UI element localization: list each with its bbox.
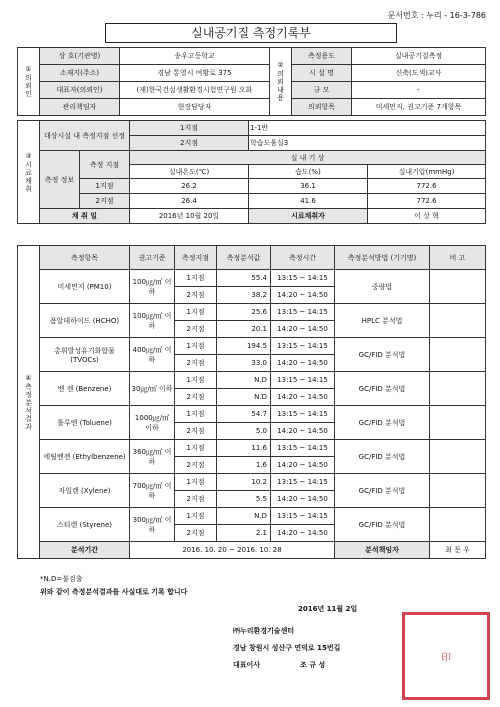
client-name-label: 상 호(기관명) xyxy=(40,48,120,65)
section-request: ②의뢰내용 xyxy=(270,48,292,116)
item-method: HPLC 분석법 xyxy=(335,304,430,338)
item-remark xyxy=(430,372,486,406)
analyst-label: 분석책임자 xyxy=(335,542,430,559)
item-value: 25.6 xyxy=(217,304,271,321)
table-row xyxy=(18,474,486,491)
org-name: ㈜누리환경기술센터 xyxy=(233,627,295,635)
statement: 위와 같이 측정분석결과를 사실대로 기록 합니다 xyxy=(40,588,188,596)
item-name: 벤 젠 (Benzene) xyxy=(40,372,130,406)
item-point: 1지점 xyxy=(175,338,217,355)
item-time: 13:15 ~ 14:15 xyxy=(271,508,335,525)
sampling-table xyxy=(17,120,486,224)
scale-label: 규 모 xyxy=(292,82,352,99)
item-time: 13:15 ~ 14:15 xyxy=(271,406,335,423)
env-row-humidity: 36.1 xyxy=(249,179,368,194)
item-time: 13:15 ~ 14:15 xyxy=(271,270,335,287)
env-row-temp: 26.4 xyxy=(130,194,249,209)
point1: 1-1반 xyxy=(249,121,486,136)
analysis-period: 2016. 10. 20 ~ 2016. 10. 28 xyxy=(130,542,335,559)
item-limit: 30㎍/㎥ 이하 xyxy=(130,372,175,406)
site-selection-label: 대상시설 내 측정지점 선정 xyxy=(40,121,130,151)
item-name: 폼알데하이드 (HCHO) xyxy=(40,304,130,338)
item-value: 194.5 xyxy=(217,338,271,355)
table-row xyxy=(18,270,486,287)
time-header: 측정시간 xyxy=(271,246,335,270)
pressure-label: 실내기압(mmHg) xyxy=(368,165,486,179)
item-value: 10.2 xyxy=(217,474,271,491)
remark-header: 비 고 xyxy=(430,246,486,270)
env-row-humidity: 41.6 xyxy=(249,194,368,209)
client-rep: (재)한국건설생활환경시험연구원 오화 xyxy=(120,82,270,99)
indoor-condition-label: 실 내 기 상 xyxy=(130,151,486,165)
company-seal: 印 xyxy=(402,612,490,700)
item-time: 14:20 ~ 14:50 xyxy=(271,525,335,542)
purpose-label: 측정용도 xyxy=(292,48,352,65)
item-time: 14:20 ~ 14:50 xyxy=(271,321,335,338)
point2-label: 2지점 xyxy=(130,136,249,151)
point1-label: 1지점 xyxy=(130,121,249,136)
item-time: 13:15 ~ 14:15 xyxy=(271,304,335,321)
item-name: 총휘발성유기화합물 (TVOCs) xyxy=(40,338,130,372)
item-limit: 100㎍/㎥ 이하 xyxy=(130,270,175,304)
sampling-date: 2016년 10월 20일 xyxy=(130,209,249,224)
env-row-temp: 26.2 xyxy=(130,179,249,194)
env-label: 측정 정보 xyxy=(40,151,80,209)
item-remark xyxy=(430,270,486,304)
item-point: 1지점 xyxy=(175,304,217,321)
item-value: 5.5 xyxy=(217,491,271,508)
item-value: 55.4 xyxy=(217,270,271,287)
item-limit: 400㎍/㎥ 이하 xyxy=(130,338,175,372)
client-addr: 경남 통영시 여황로 375 xyxy=(120,65,270,82)
nd-note: *N.D=불검출 xyxy=(40,575,83,583)
item-point: 2지점 xyxy=(175,321,217,338)
item-remark xyxy=(430,508,486,542)
item-value: N.D xyxy=(217,372,271,389)
items-label: 의뢰항목 xyxy=(292,99,352,116)
point2: 학습도움실3 xyxy=(249,136,486,151)
item-time: 14:20 ~ 14:50 xyxy=(271,389,335,406)
client-mgr-label: 관리책임자 xyxy=(40,99,120,116)
item-name: 미세먼지 (PM10) xyxy=(40,270,130,304)
item-point: 2지점 xyxy=(175,287,217,304)
client-mgr: 현장담당자 xyxy=(120,99,270,116)
method-header: 측정분석방법 (기기명) xyxy=(335,246,430,270)
item-point: 2지점 xyxy=(175,525,217,542)
item-limit: 100㎍/㎥ 이하 xyxy=(130,304,175,338)
item-remark xyxy=(430,406,486,440)
analyst: 최 문 우 xyxy=(430,542,486,559)
item-value: 38.2 xyxy=(217,287,271,304)
table-row xyxy=(18,372,486,389)
item-value: 1.6 xyxy=(217,457,271,474)
item-name: 자일렌 (Xylene) xyxy=(40,474,130,508)
item-limit: 700㎍/㎥ 이하 xyxy=(130,474,175,508)
temp-label: 실내온도(℃) xyxy=(130,165,249,179)
scale: - xyxy=(352,82,486,99)
item-value: 54.7 xyxy=(217,406,271,423)
facility: 신축(도색)교사 xyxy=(352,65,486,82)
env-row-pressure: 772.6 xyxy=(368,194,486,209)
item-point: 2지점 xyxy=(175,423,217,440)
sampler: 이 상 혁 xyxy=(368,209,486,224)
item-header: 측정항목 xyxy=(40,246,130,270)
table-row xyxy=(18,406,486,423)
item-method: GC/FID 분석법 xyxy=(335,508,430,542)
item-name: 에틸벤젠 (Ethylbenzene) xyxy=(40,440,130,474)
item-method: GC/FID 분석법 xyxy=(335,338,430,372)
item-point: 2지점 xyxy=(175,355,217,372)
issue-date: 2016년 11월 2일 xyxy=(298,605,358,613)
item-value: 5.0 xyxy=(217,423,271,440)
purpose: 실내공기질측정 xyxy=(352,48,486,65)
section-sampling: ③시료채취 xyxy=(18,121,40,224)
env-row-point: 2지점 xyxy=(80,194,130,209)
item-limit: 300㎍/㎥ 이하 xyxy=(130,508,175,542)
table-row xyxy=(18,304,486,321)
org-address: 경남 창원시 성산구 연덕로 15번길 xyxy=(233,644,341,652)
item-time: 14:20 ~ 14:50 xyxy=(271,457,335,474)
item-point: 1지점 xyxy=(175,508,217,525)
item-point: 2지점 xyxy=(175,491,217,508)
item-point: 1지점 xyxy=(175,406,217,423)
ceo-name: 조 규 성 xyxy=(300,661,326,669)
item-method: GC/FID 분석법 xyxy=(335,406,430,440)
humidity-label: 습도(%) xyxy=(249,165,368,179)
item-time: 13:15 ~ 14:15 xyxy=(271,372,335,389)
item-limit: 1000㎍/㎥ 이하 xyxy=(130,406,175,440)
item-remark xyxy=(430,304,486,338)
item-remark xyxy=(430,338,486,372)
table-row xyxy=(18,338,486,355)
env-row-point: 1지점 xyxy=(80,179,130,194)
client-rep-label: 대표자(의뢰인) xyxy=(40,82,120,99)
request-items: 미세먼지, 권고기준 7개항목 xyxy=(352,99,486,116)
item-value: 11.6 xyxy=(217,440,271,457)
item-time: 14:20 ~ 14:50 xyxy=(271,491,335,508)
item-time: 14:20 ~ 14:50 xyxy=(271,355,335,372)
item-value: 2.1 xyxy=(217,525,271,542)
table-row xyxy=(18,508,486,525)
point-label: 측정 지점 xyxy=(80,151,130,179)
item-value: 20.1 xyxy=(217,321,271,338)
item-time: 13:15 ~ 14:15 xyxy=(271,474,335,491)
item-value: N.D xyxy=(217,389,271,406)
limit-header: 권고기준 xyxy=(130,246,175,270)
results-table xyxy=(17,245,486,559)
item-name: 스티렌 (Styrene) xyxy=(40,508,130,542)
item-point: 2지점 xyxy=(175,389,217,406)
ceo-label: 대표이사 xyxy=(233,661,261,669)
section-results: ④측정분석결과 xyxy=(18,246,40,559)
facility-label: 시 설 명 xyxy=(292,65,352,82)
item-method: GC/FID 분석법 xyxy=(335,474,430,508)
item-method: GC/FID 분석법 xyxy=(335,440,430,474)
item-point: 1지점 xyxy=(175,474,217,491)
item-point: 1지점 xyxy=(175,372,217,389)
document-number: 문서번호 : 누리 - 16-3-786 xyxy=(387,11,486,20)
item-point: 1지점 xyxy=(175,270,217,287)
item-remark xyxy=(430,440,486,474)
client-addr-label: 소재지(주소) xyxy=(40,65,120,82)
point-header: 측정지점 xyxy=(175,246,217,270)
client-name: 송우고등학교 xyxy=(120,48,270,65)
item-value: N.D xyxy=(217,508,271,525)
page-title: 실내공기질 측정기록부 xyxy=(105,23,397,43)
value-header: 측정분석값 xyxy=(217,246,271,270)
item-method: GC/FID 분석법 xyxy=(335,372,430,406)
item-limit: 360㎍/㎥ 이하 xyxy=(130,440,175,474)
item-time: 14:20 ~ 14:50 xyxy=(271,287,335,304)
table-row xyxy=(18,440,486,457)
item-time: 14:20 ~ 14:50 xyxy=(271,423,335,440)
sampling-date-label: 채 취 일 xyxy=(40,209,130,224)
item-point: 1지점 xyxy=(175,440,217,457)
item-remark xyxy=(430,474,486,508)
client-table xyxy=(17,47,486,116)
item-point: 2지점 xyxy=(175,457,217,474)
env-row-pressure: 772.6 xyxy=(368,179,486,194)
sampler-label: 시료채취자 xyxy=(249,209,368,224)
item-name: 톨루엔 (Toluene) xyxy=(40,406,130,440)
item-method: 중량법 xyxy=(335,270,430,304)
item-time: 13:15 ~ 14:15 xyxy=(271,440,335,457)
item-value: 33.0 xyxy=(217,355,271,372)
period-label: 분석기간 xyxy=(40,542,130,559)
section-client: ①의뢰인 xyxy=(18,48,40,116)
item-time: 13:15 ~ 14:15 xyxy=(271,338,335,355)
